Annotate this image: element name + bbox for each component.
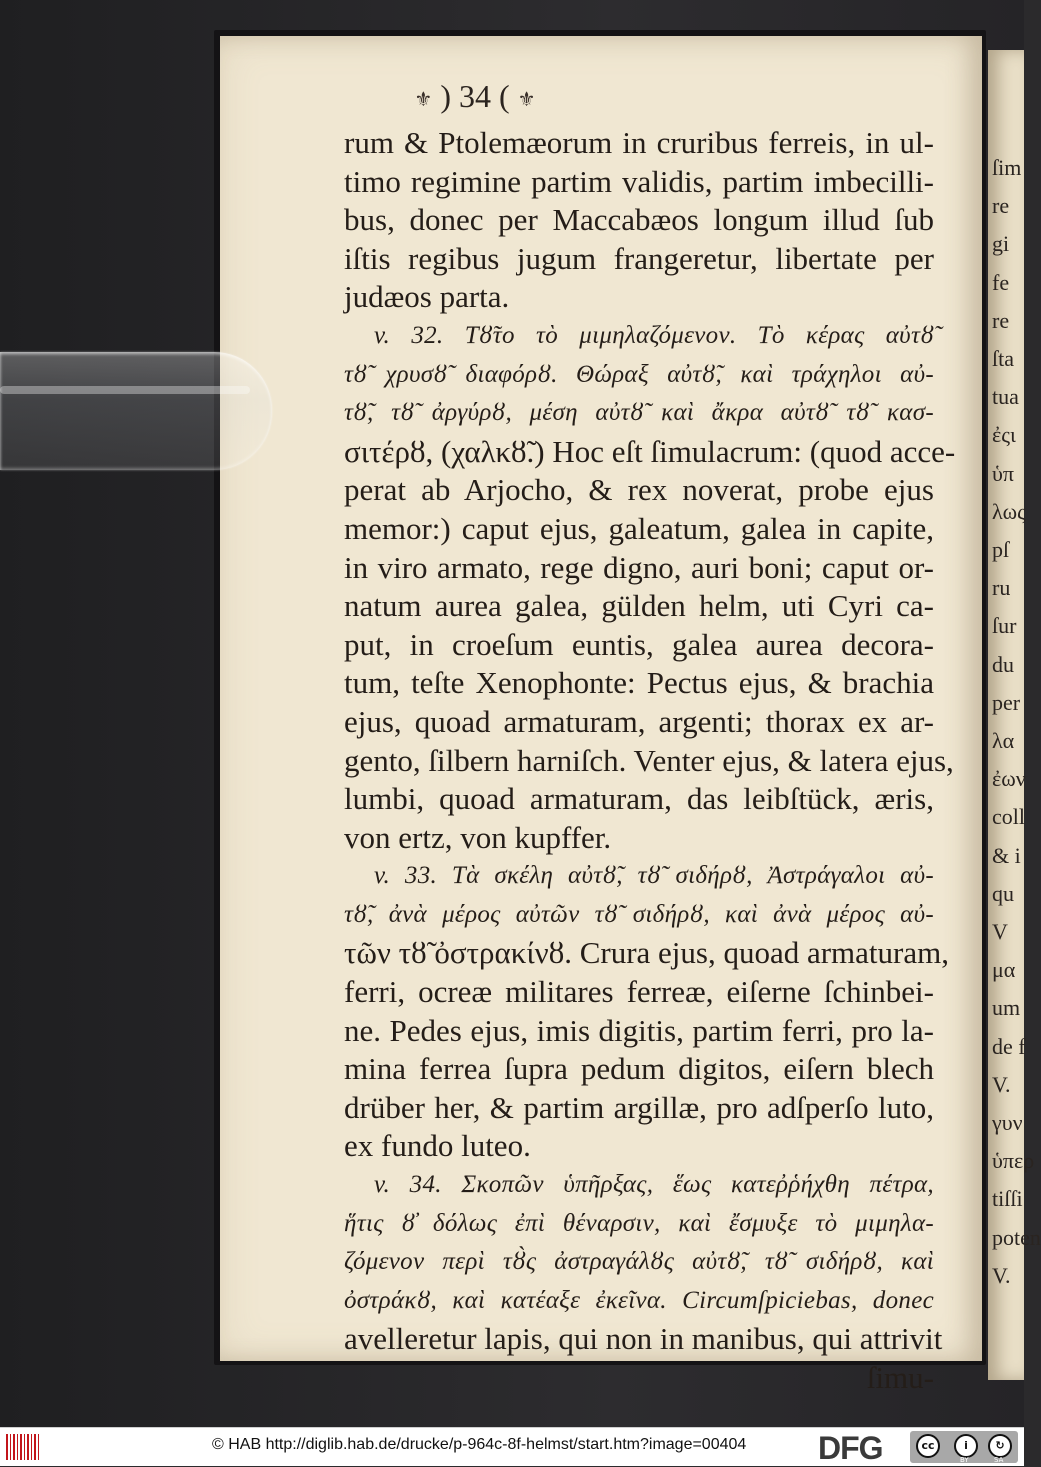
next-page-fragment: ὑπ — [992, 460, 1014, 486]
next-page-fragment: λως — [992, 498, 1026, 524]
next-page-fragment: λα — [992, 728, 1015, 753]
text-line: mina ferrea ſupra pedum digitos, eiſern blech — [344, 1051, 934, 1087]
text-line: natum aurea galea, gülden helm, uti Cyri ca- — [344, 588, 934, 624]
next-page-edge — [988, 50, 1041, 1380]
next-page-fragment: tua — [992, 384, 1019, 410]
next-page-fragment: um — [992, 995, 1021, 1021]
text-line: τȣ̃, τȣ̃ ἀργύρȣ, μέση αὐτȣ̃ καὶ ἄκρα αὐτȣ̃ τȣ̃ κασ- — [344, 399, 934, 427]
viewer-footer — [0, 1427, 1024, 1466]
text-line: tum, teſte Xenophonte: Pectus ejus, & brachia — [344, 665, 934, 701]
next-page-fragment: V. — [992, 1071, 1011, 1097]
text-line: bus, donec per Maccabæos longum illud ſub — [344, 202, 934, 238]
page-text — [344, 124, 956, 1398]
next-page-fragment: re — [992, 193, 1010, 219]
next-page-fragment: fe — [992, 269, 1010, 295]
page-header — [320, 78, 630, 115]
license-sa-label: SA — [994, 1456, 1004, 1464]
text-line: ejus, quoad armaturam, argenti; thorax ex ar- — [344, 703, 934, 739]
text-line: ſimu- — [866, 1360, 934, 1395]
text-line: τȣ̃ χρυσȣ̃ διαφόρȣ. Θώραξ αὐτȣ̃, καὶ τράχηλοι αὐ- — [344, 360, 934, 388]
next-page-fragment: ἐςι — [992, 422, 1016, 448]
next-page-fragment: de f — [992, 1033, 1026, 1059]
text-line: in viro armato, rege digno, auri boni; caput or- — [344, 549, 934, 585]
text-line: ne. Pedes ejus, imis digitis, partim ferri, pro la- — [344, 1012, 934, 1048]
share-alike-icon: ↻ — [988, 1434, 1012, 1458]
next-page-fragment: ὑπερ — [992, 1148, 1035, 1174]
next-page-fragment: qu — [992, 880, 1014, 906]
text-line: v. 32. Τȣ̃το τὸ μιμηλαζόμενον. Τὸ κέρας αὐτȣ̃ — [374, 321, 934, 349]
next-page-fragment: re — [992, 307, 1010, 333]
next-page-fragment: V. — [992, 1262, 1011, 1288]
text-line: perat ab Arjocho, & rex noverat, probe ejus — [344, 472, 934, 508]
text-line: rum & Ptolemæorum in cruribus ferreis, in ul- — [344, 125, 934, 160]
copyright-credit: © HAB http://diglib.hab.de/drucke/p-964c-8f-helmst/start.htm?image=00404 — [212, 1436, 747, 1453]
hab-logo-icon — [6, 1434, 40, 1460]
next-page-fragment: tiſſi — [992, 1186, 1023, 1212]
text-line: iſtis regibus jugum frangeretur, libertate per — [344, 240, 934, 276]
cc-license-badge[interactable] — [910, 1431, 1018, 1463]
text-line: v. 33. Τὰ σκέλη αὐτȣ̃, τȣ̃ σιδήρȣ, Ἀστράγαλοι αὐ- — [374, 862, 934, 890]
text-line: ζόμενον περὶ τȣ̀ς ἀστραγάλȣς αὐτȣ̃, τȣ̃ σιδήρȣ, καὶ — [344, 1248, 934, 1276]
next-page-fragment: ſta — [992, 346, 1014, 371]
next-page-fragment: γυν — [992, 1110, 1023, 1135]
next-page-fragment: gi — [992, 231, 1010, 257]
text-line: lumbi, quoad armaturam, das leibſtück, æris, — [344, 781, 934, 817]
next-page-fragment: coll — [992, 804, 1025, 830]
plastic-page-clip — [0, 352, 272, 470]
text-line: ὀστράκȣ, καὶ κατέαξε ἐκεῖνα. Circumſpiciebas, donec — [344, 1286, 934, 1314]
text-line: σιτέρȣ, (χαλκȣ̃.) Hoc eſt ſimulacrum: (quod acce- — [344, 433, 956, 469]
next-page-fragment: poten — [992, 1224, 1041, 1250]
text-line: ferri, ocreæ militares ferreæ, eiſerne ſchinbei- — [344, 974, 934, 1010]
page-number: ) 34 ( — [440, 78, 510, 114]
next-page-fragment: du — [992, 651, 1014, 677]
text-line: von ertz, von kupffer. — [344, 819, 612, 855]
text-line: avelleretur lapis, qui non in manibus, qui attrivit — [344, 1321, 943, 1357]
next-page-fragment: ſur — [992, 613, 1017, 639]
next-page-fragment: per — [992, 689, 1021, 715]
text-line: memor:) caput ejus, galeatum, galea in capite, — [344, 510, 934, 546]
cc-icon: cc — [916, 1434, 940, 1458]
next-page-fragment: ſim — [992, 155, 1022, 180]
text-line: judæos parta. — [344, 279, 510, 315]
text-line: gento, ſilbern harniſch. Venter ejus, & latera ejus, — [344, 742, 954, 778]
ornament-left-icon: ⚜ — [414, 89, 433, 112]
text-line: τȣ̃, ἀνὰ μέρος αὐτῶν τȣ̃ σιδήρȣ, καὶ ἀνὰ μέρος αὐ- — [344, 900, 934, 928]
text-line: drüber her, & partim argillæ, pro adſperſo luto, — [344, 1089, 934, 1125]
next-page-fragment: μα — [992, 957, 1016, 983]
next-page-fragment: V — [992, 919, 1008, 944]
text-line: τῶν τȣ̃ ὀστρακίνȣ. Crura ejus, quoad armaturam, — [344, 935, 949, 971]
ornament-right-icon: ⚜ — [517, 89, 536, 112]
text-line: ex fundo luteo. — [344, 1128, 531, 1164]
next-page-fragment: & i — [992, 842, 1021, 868]
text-line: v. 34. Σκοπῶν ὑπῆρξας, ἕως κατεῤῥήχθη πέτρα, — [374, 1171, 934, 1199]
text-line: put, in croeſum euntis, galea aurea decora- — [344, 626, 934, 662]
person-icon: i — [954, 1434, 978, 1458]
text-line: ἥτις ȣ̓ δόλως ἐπὶ θέναρσιν, καὶ ἔσμυξε τὸ μιμηλα- — [344, 1209, 934, 1237]
license-by-label: BY — [960, 1456, 969, 1464]
dfg-logo: DFG — [818, 1430, 883, 1466]
text-line: timo regimine partim validis, partim imbecilli- — [344, 163, 934, 199]
next-page-fragment: ru — [992, 575, 1011, 601]
next-page-fragment: ἐων — [992, 766, 1026, 792]
next-page-fragment: pſ — [992, 537, 1010, 562]
